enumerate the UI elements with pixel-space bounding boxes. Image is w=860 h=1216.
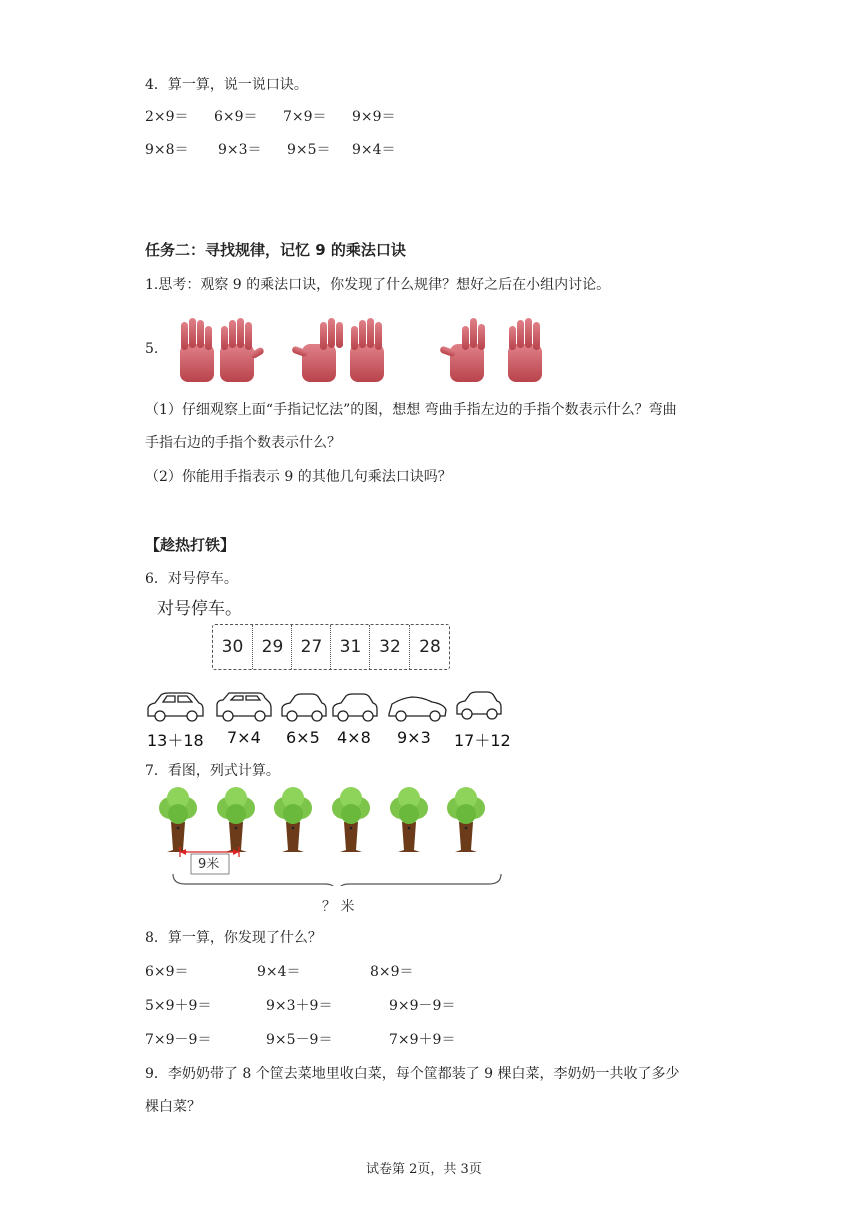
- car-icon: [282, 694, 326, 721]
- hand-pair-3: [439, 318, 542, 382]
- cars-image: [145, 690, 515, 724]
- tree-icon: [447, 787, 485, 852]
- q8-item: 9×4＝: [257, 964, 301, 980]
- practice-heading: 【趁热打铁】: [145, 536, 236, 554]
- parking-slot: 32: [369, 625, 410, 669]
- parking-slot: 27: [291, 625, 331, 669]
- q4-item: 9×8＝: [145, 142, 189, 158]
- task2-think: 1.思考：观察 9 的乘法口诀，你发现了什么规律？想好之后在小组内讨论。: [145, 277, 611, 293]
- car-icon: [148, 693, 203, 721]
- q9-line2: 棵白菜？: [145, 1099, 201, 1115]
- q4-item: 6×9＝: [214, 109, 258, 125]
- hand-pair-1: [180, 318, 265, 382]
- parking-slot: 30: [221, 637, 244, 657]
- q8-title: 8．算一算，你发现了什么？: [145, 930, 322, 946]
- q8-item: 9×5－9＝: [266, 1032, 333, 1048]
- tree-icon: [390, 787, 428, 852]
- car-icon: [217, 693, 271, 721]
- q6-figure-title: 对号停车。: [157, 599, 242, 619]
- car-icon: [389, 697, 446, 721]
- car-label: 6×5: [286, 728, 320, 747]
- q4-title: 4．算一算，说一说口诀。: [145, 77, 308, 93]
- q8-item: 8×9＝: [370, 964, 414, 980]
- q5-part2: （2）你能用手指表示 9 的其他几句乘法口诀吗？: [145, 469, 452, 485]
- q6-title: 6．对号停车。: [145, 571, 238, 587]
- total-label: ？ 米: [322, 899, 355, 915]
- car-label: 4×8: [337, 728, 371, 747]
- finger-hands-image: [172, 316, 552, 384]
- q8-item: 6×9＝: [145, 964, 189, 980]
- parking-slot: 31: [330, 625, 370, 669]
- hand-pair-2: [291, 318, 384, 382]
- q4-item: 9×3＝: [218, 142, 262, 158]
- car-label: 13＋18: [147, 731, 204, 750]
- tree-icon: [159, 787, 197, 852]
- car-label: 17＋12: [454, 731, 511, 750]
- total-brace: [173, 874, 501, 886]
- q4-item: 7×9＝: [283, 109, 327, 125]
- car-icon: [457, 692, 501, 719]
- q5-number: 5.: [145, 341, 159, 357]
- car-label: 7×4: [227, 728, 261, 747]
- page-footer: 试卷第 2页，共 3页: [366, 1162, 482, 1177]
- tree-icon: [217, 787, 255, 852]
- parking-slot: 29: [252, 625, 292, 669]
- tree-icon: [274, 787, 312, 852]
- q8-item: 5×9＋9＝: [145, 998, 212, 1014]
- q5-part1-line1: （1）仔细观察上面“手指记忆法”的图，想想 弯曲手指左边的手指个数表示什么？弯曲: [145, 402, 677, 418]
- q7-title: 7．看图，列式计算。: [145, 763, 280, 779]
- car-icon: [333, 694, 377, 721]
- q4-item: 9×9＝: [352, 109, 396, 125]
- parking-slots: [212, 624, 450, 670]
- car-label: 9×3: [397, 728, 431, 747]
- q8-item: 7×9－9＝: [145, 1032, 212, 1048]
- q4-item: 9×4＝: [352, 142, 396, 158]
- task2-heading: 任务二：寻找规律，记忆 9 的乘法口诀: [145, 241, 406, 259]
- q5-part1-line2: 手指右边的手指个数表示什么？: [145, 435, 341, 451]
- gap-label: 9米: [198, 857, 220, 872]
- q8-item: 9×9－9＝: [389, 998, 456, 1014]
- q8-item: 9×3＋9＝: [266, 998, 333, 1014]
- q8-item: 7×9＋9＝: [389, 1032, 456, 1048]
- parking-slot: 28: [409, 625, 450, 669]
- tree-icon: [332, 787, 370, 852]
- q4-item: 2×9＝: [145, 109, 189, 125]
- q9-line1: 9．李奶奶带了 8 个筐去菜地里收白菜，每个筐都装了 9 棵白菜，李奶奶一共收了多少: [145, 1066, 680, 1082]
- gap-arrow: [180, 847, 239, 857]
- q4-item: 9×5＝: [287, 142, 331, 158]
